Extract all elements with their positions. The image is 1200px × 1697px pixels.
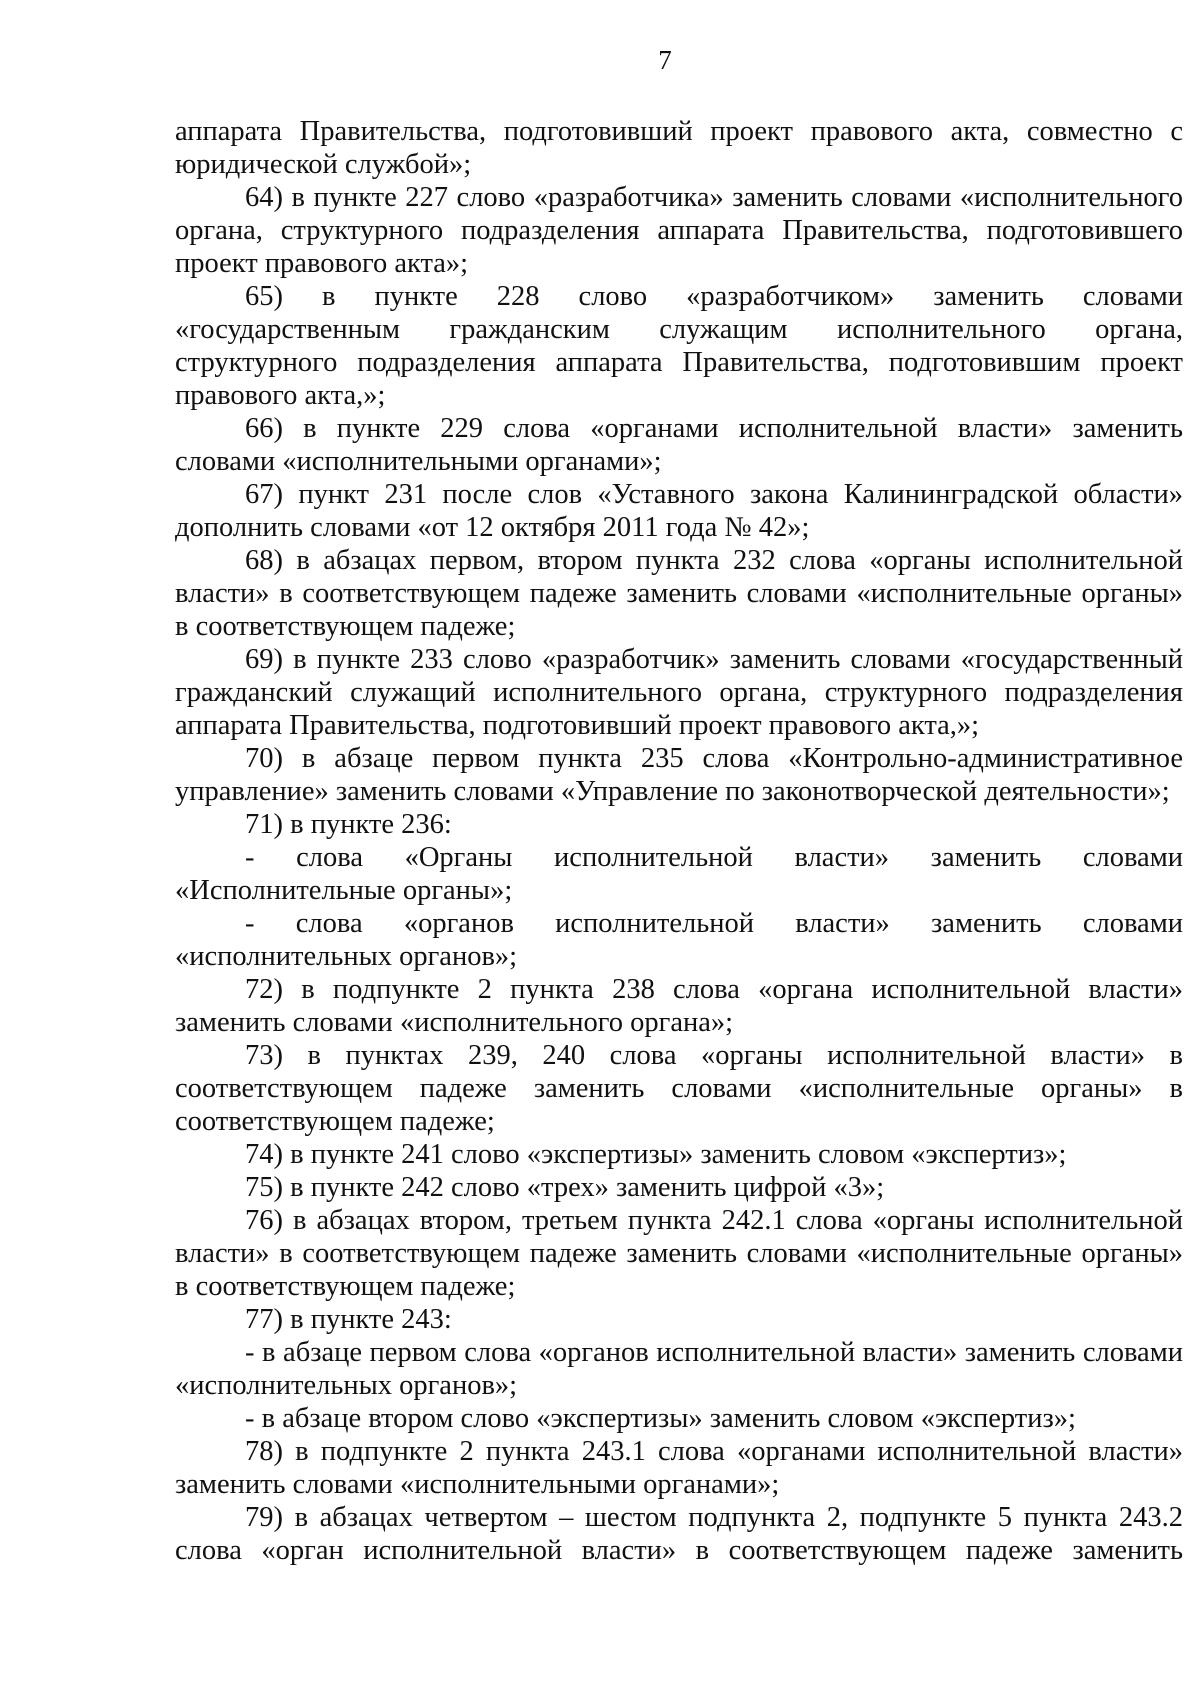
paragraph-item-65: 65) в пункте 228 слово «разработчиком» заменить словами «государственным гражданским служащим исполнительного органа, структурного подразделения аппарата Правительства, подготовившим проект правового акта,»;: [175, 281, 1183, 411]
paragraph-item-77: 77) в пункте 243:: [245, 1304, 452, 1335]
paragraph-item-78: 78) в подпункте 2 пункта 243.1 слова «органами исполнительной власти» заменить словами «исполнительными органами»;: [175, 1436, 1183, 1500]
paragraph-item-75: 75) в пункте 242 слово «трех» заменить цифрой «3»;: [245, 1172, 885, 1203]
page-number: 7: [658, 45, 672, 75]
paragraph-item-68: 68) в абзацах первом, втором пункта 232 слова «органы исполнительной власти» в соответствующем падеже заменить словами «исполнительные органы» в соответствующем падеже;: [175, 545, 1183, 642]
document-body: [175, 115, 1183, 1567]
paragraph-item-79: 79) в абзацах четвертом – шестом подпункта 2, подпункте 5 пункта 243.2 слова «орган исполнительной власти» в соответствующем падеже заменить: [175, 1502, 1183, 1566]
paragraph-item-73: 73) в пунктах 239, 240 слова «органы исполнительной власти» в соответствующем падеже заменить словами «исполнительные органы» в соответствующем падеже;: [175, 1040, 1183, 1137]
paragraph-item-77-bullet-2: - в абзаце втором слово «экспертизы» заменить словом «экспертиз»;: [245, 1403, 1076, 1434]
paragraph-item-71-bullet-1: - слова «Органы исполнительной власти» заменить словами «Исполнительные органы»;: [175, 842, 1183, 906]
paragraph-item-76: 76) в абзацах втором, третьем пункта 242.1 слова «органы исполнительной власти» в соответствующем падеже заменить словами «исполнительные органы» в соответствующем падеже;: [175, 1205, 1183, 1302]
paragraph-item-67: 67) пункт 231 после слов «Уставного закона Калининградской области» дополнить словами «от 12 октября 2011 года № 42»;: [175, 479, 1183, 543]
paragraph-item-70: 70) в абзаце первом пункта 235 слова «Контрольно-административное управление» заменить словами «Управление по законотворческой деятельности»;: [175, 743, 1183, 807]
paragraph-item-66: 66) в пункте 229 слова «органами исполнительной власти» заменить словами «исполнительными органами»;: [175, 413, 1183, 477]
paragraph-item-72: 72) в подпункте 2 пункта 238 слова «органа исполнительной власти» заменить словами «исполнительного органа»;: [175, 974, 1183, 1038]
paragraph-item-69: 69) в пункте 233 слово «разработчик» заменить словами «государственный гражданский служащий исполнительного органа, структурного подразделения аппарата Правительства, подготовивший проект правового акта,»;: [175, 644, 1183, 741]
paragraph-item-77-bullet-1: - в абзаце первом слова «органов исполнительной власти» заменить словами «исполнительных органов»;: [175, 1337, 1183, 1401]
paragraph-item-64: 64) в пункте 227 слово «разработчика» заменить словами «исполнительного органа, структурного подразделения аппарата Правительства, подготовившего проект правового акта»;: [175, 182, 1183, 279]
paragraph-item-74: 74) в пункте 241 слово «экспертизы» заменить словом «экспертиз»;: [245, 1139, 1067, 1170]
paragraph-item-71-bullet-2: - слова «органов исполнительной власти» заменить словами «исполнительных органов»;: [175, 908, 1183, 972]
paragraph-continuation: аппарата Правительства, подготовивший проект правового акта, совместно с юридической службой»;: [175, 116, 1183, 180]
paragraph-item-71: 71) в пункте 236:: [245, 809, 452, 840]
